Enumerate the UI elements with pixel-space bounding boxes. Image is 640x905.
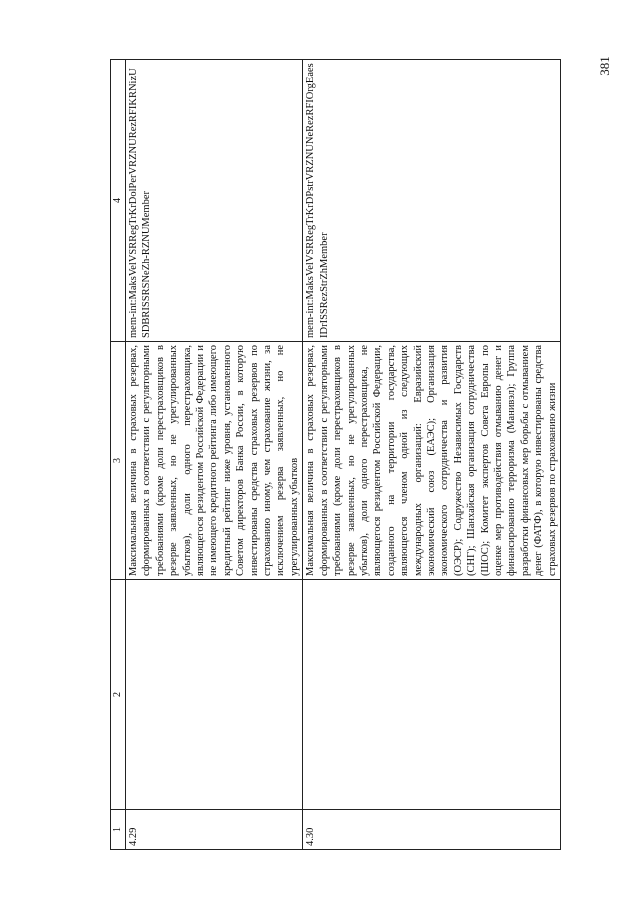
table-row <box>303 60 561 850</box>
row-code: mem-int:MaksVelVSRRegTrKrDPstrVRZNUNeRezRFIOrgEaesIDrISSRezStrZhMember <box>303 60 561 342</box>
row-code: mem-int:MaksVelVSRRegTrKrDolPerVRZNURezRFIKRNizUSDBRISSRSNeZh-RZNUMember <box>126 60 303 342</box>
page-number: 381 <box>596 56 612 76</box>
row-name <box>126 580 303 810</box>
header-cell-4: 4 <box>111 60 126 342</box>
header-cell-2: 2 <box>111 580 126 810</box>
row-description: Максимальная величина в страховых резервах, сформированных в соответствии с регуляторными требованиями (кроме доли перестраховщиков в резерве заявленных, но не урегулированных убытков), доли одного перестраховщика, являющегося резидентом Российской Федерации и не имеющего кредитного рейтинга либо имеющего кредитный рейтинг ниже уровня, установленного Советом директоров Банка России, в которую инвестированы средства страховых резервов по страхованию иному, чем страхование жизни, за исключением резерва заявленных, но не урегулированных убытков <box>126 342 303 580</box>
document-table <box>110 59 561 850</box>
row-number: 4.29 <box>126 810 303 850</box>
row-description: Максимальная величина в страховых резервах, сформированных в соответствии с регуляторными требованиями (кроме доли перестраховщиков в резерве заявленных, но не урегулированных убытков), доли одного перестраховщика, не являющегося резидентом Российской Федерации, созданного на территории государства, являющегося членом одной из следующих международных организаций: Евразийский экономический союз (ЕАЭС); Организация экономического сотрудничества и развития (ОЭСР); Содружество Независимых Государств (СНГ); Шанхайская организация сотрудничества (ШОС); Комитет экспертов Совета Европы по оценке мер противодействия отмыванию денег и финансированию терроризма (Манивэл); Группа разработки финансовых мер борьбы с отмыванием денег (ФАТФ), в которую инвестированы средства страховых резервов по страхованию жизни <box>303 342 561 580</box>
header-cell-3: 3 <box>111 342 126 580</box>
table-row <box>126 60 303 850</box>
row-number: 4.30 <box>303 810 561 850</box>
table-header-row <box>111 60 126 850</box>
row-name <box>303 580 561 810</box>
rotated-page <box>110 60 558 850</box>
header-cell-1: 1 <box>111 810 126 850</box>
